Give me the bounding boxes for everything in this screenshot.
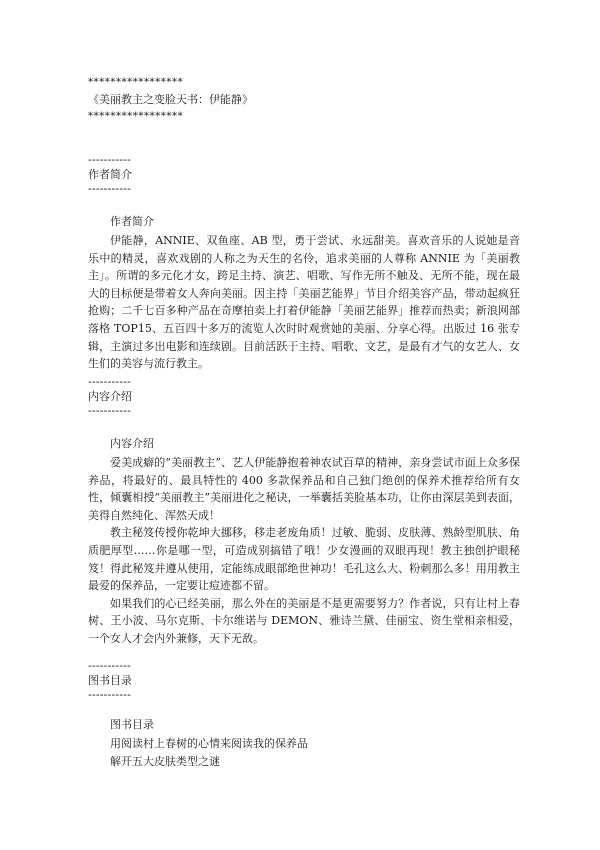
content-rule-top: ----------- (88, 375, 132, 388)
content-paragraph: 如果我们的心已经美丽，那么外在的美丽是不是更需要努力？作者说，只有让村上春树、王小波、马尔克斯、卡尔维诺与 DEMON、雅诗兰黛、佳丽宝、资生堂相亲相爱，一个女人才会内外兼修，天下无敌。 (88, 596, 520, 645)
content-paragraph: 教主秘笈传授你乾坤大挪移，移走老废角质！过敏、脆弱、皮肤薄、熟龄型肌肤、角质肥厚型……你是哪一型，可造成别搞错了哦！少女漫画的双眼再现！教主独创护眼秘笈！得此秘笈并遵从使用，定能练成眼部绝世神功！毛孔这么大、粉刺那么多！用用教主最爱的保养品，一定要让痘迹都不留。 (88, 526, 520, 593)
content-subheading: 内容介绍 (110, 437, 154, 450)
stars-divider-bottom: ***************** (88, 111, 184, 122)
toc-item: 用阅读村上春树的心情来阅读我的保养品 (110, 737, 308, 750)
book-title: 《美丽教主之变脸天书：伊能静》 (88, 93, 253, 106)
author-subheading: 作者简介 (110, 215, 154, 228)
content-rule-bottom: ----------- (88, 404, 132, 417)
toc-rule-bottom: ----------- (88, 688, 132, 701)
author-rule-top: ----------- (88, 153, 132, 166)
content-body (88, 454, 520, 648)
author-body (88, 232, 520, 373)
content-heading: 内容介绍 (88, 390, 132, 403)
author-rule-bottom: ----------- (88, 182, 132, 195)
toc-list (88, 735, 520, 771)
toc-subheading: 图书目录 (110, 718, 154, 731)
author-heading: 作者简介 (88, 168, 132, 181)
author-paragraph: 伊能静，ANNIE、双鱼座、AB 型，勇于尝试、永远甜美。喜欢音乐的人说她是音乐中的精灵，喜欢戏剧的人称之为天生的名伶，追求美丽的人尊称 ANNIE 为「美丽教主」。所谓的多元化才女，跨足主持、演艺、唱歌、写作无所不触及、无所不能，现在最大的目标便是带着女人奔向美丽。因主持「美丽艺能界」节目介绍美容产品，带动起疯狂抢购；二千七百多种产品在奇摩拍卖上打着伊能静「美丽艺能界」推荐而热卖；新浪网部落格 TOP15、五百四十多万的流览人次时时观赏她的美丽、分享心得。出版过 16 张专辑，主演过多出电影和连续剧。目前活跃于主持、唱歌、文艺，是最有才气的女艺人、女生们的美容与流行教主。 (88, 234, 520, 371)
toc-item: 解开五大皮肤类型之谜 (110, 755, 220, 768)
content-paragraph: 爱美成癖的“美丽教主”、艺人伊能静抱着神农试百草的精神，亲身尝试市面上众多保养品，将最好的、最具特性的 400 多款保养品和自己独门绝创的保养术推荐给所有女性，倾囊相授“美丽教主”美丽进化之秘诀，一举囊括美脸基本功，让你由深层美到表面，美得自然纯化、浑然天成！ (88, 456, 520, 522)
stars-divider-top: ***************** (88, 77, 184, 88)
toc-rule-top: ----------- (88, 659, 132, 672)
toc-heading: 图书目录 (88, 674, 132, 687)
